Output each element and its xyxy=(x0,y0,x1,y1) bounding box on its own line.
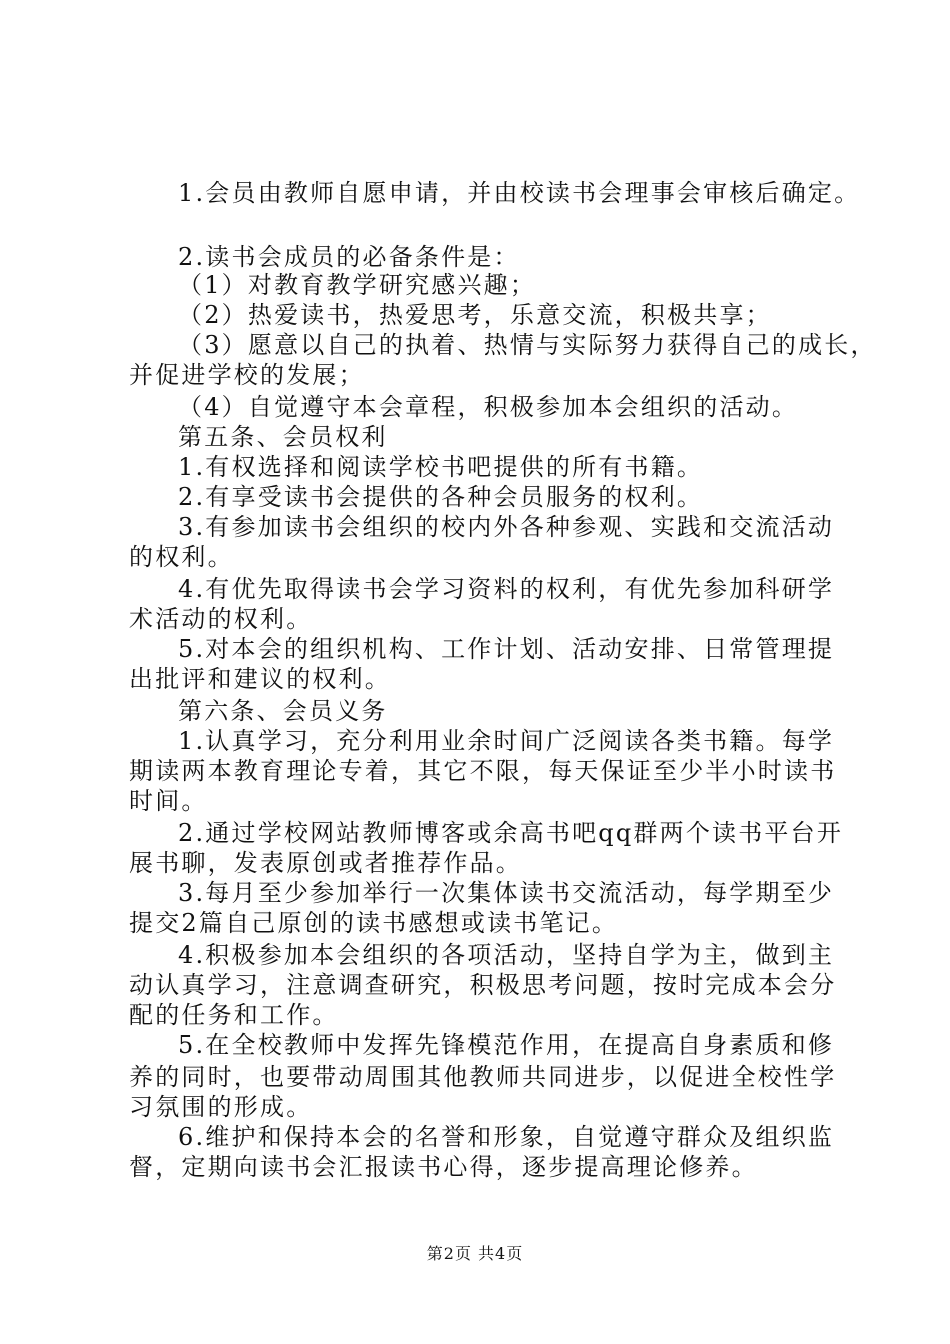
paragraph-31: 6.维护和保持本会的名誉和形象，自觉遵守群众及组织监 xyxy=(178,1123,835,1151)
paragraph-11: 3.有参加读书会组织的校内外各种参观、实践和交流活动 xyxy=(178,513,835,541)
paragraph-16: 出批评和建议的权利。 xyxy=(129,665,391,693)
paragraph-22: 展书聊，发表原创或者推荐作品。 xyxy=(129,849,522,877)
paragraph-29: 养的同时，也要带动周围其他教师共同进步，以促进全校性学 xyxy=(129,1063,837,1091)
paragraph-15: 5.对本会的组织机构、工作计划、活动安排、日常管理提 xyxy=(178,635,835,663)
paragraph-10: 2.有享受读书会提供的各种会员服务的权利。 xyxy=(178,483,704,511)
paragraph-21: 2.通过学校网站教师博客或余高书吧qq群两个读书平台开 xyxy=(178,819,844,847)
paragraph-13: 4.有优先取得读书会学习资料的权利，有优先参加科研学 xyxy=(178,575,835,603)
paragraph-1: 1.会员由教师自愿申请，并由校读书会理事会审核后确定。 xyxy=(178,179,861,207)
paragraph-28: 5.在全校教师中发挥先锋模范作用，在提高自身素质和修 xyxy=(178,1031,835,1059)
paragraph-18: 1.认真学习，充分利用业余时间广泛阅读各类书籍。每学 xyxy=(178,727,835,755)
paragraph-7: （4）自觉遵守本会章程，积极参加本会组织的活动。 xyxy=(178,393,799,421)
paragraph-14: 术活动的权利。 xyxy=(129,605,313,633)
paragraph-23: 3.每月至少参加举行一次集体读书交流活动，每学期至少 xyxy=(178,879,835,907)
section-heading-5: 第五条、会员权利 xyxy=(178,423,388,451)
paragraph-30: 习氛围的形成。 xyxy=(129,1093,313,1121)
paragraph-20: 时间。 xyxy=(129,787,208,815)
paragraph-26: 动认真学习，注意调查研究，积极思考问题，按时完成本会分 xyxy=(129,971,837,999)
paragraph-9: 1.有权选择和阅读学校书吧提供的所有书籍。 xyxy=(178,453,704,481)
paragraph-5: （3）愿意以自己的执着、热情与实际努力获得自己的成长， xyxy=(178,331,877,359)
paragraph-25: 4.积极参加本会组织的各项活动，坚持自学为主，做到主 xyxy=(178,941,835,969)
page-number-footer: 第2页 共4页 xyxy=(426,1244,524,1263)
paragraph-32: 督，定期向读书会汇报读书心得，逐步提高理论修养。 xyxy=(129,1153,758,1181)
paragraph-4: （2）热爱读书，热爱思考，乐意交流，积极共享； xyxy=(178,301,772,329)
paragraph-2: 2.读书会成员的必备条件是： xyxy=(178,243,520,271)
section-heading-6: 第六条、会员义务 xyxy=(178,697,388,725)
paragraph-24: 提交2篇自己原创的读书感想或读书笔记。 xyxy=(129,909,619,937)
paragraph-3: （1）对教育教学研究感兴趣； xyxy=(178,271,537,299)
paragraph-27: 配的任务和工作。 xyxy=(129,1001,339,1029)
paragraph-12: 的权利。 xyxy=(129,543,234,571)
paragraph-6: 并促进学校的发展； xyxy=(129,361,365,389)
paragraph-19: 期读两本教育理论专着，其它不限，每天保证至少半小时读书 xyxy=(129,757,837,785)
